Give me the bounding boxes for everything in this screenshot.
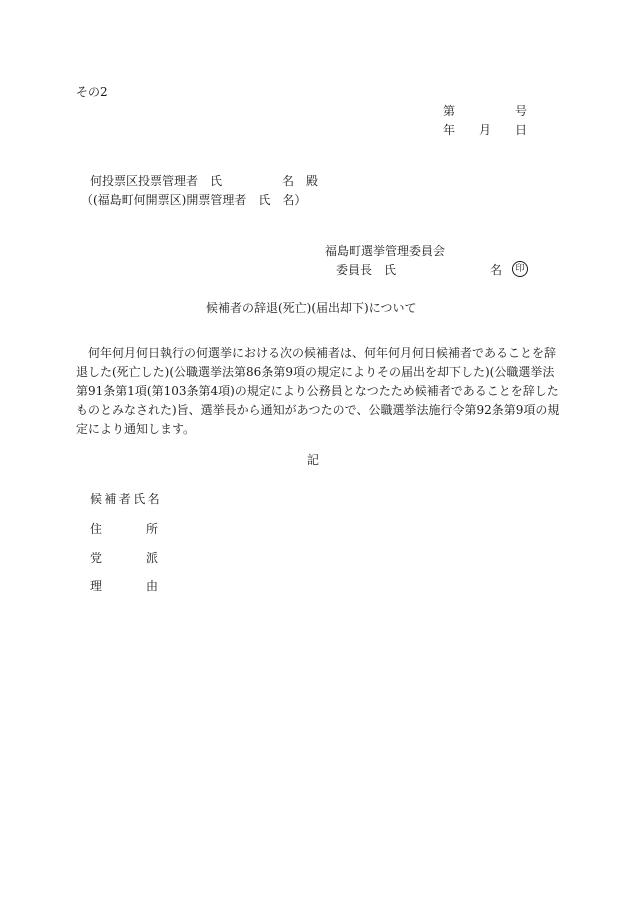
sender-title: 委員長 氏: [336, 263, 397, 277]
party-label-part: 党: [90, 551, 103, 565]
document-number-suffix: 号: [515, 104, 528, 118]
document-number-prefix: 第: [443, 104, 456, 118]
document-title: 候補者の辞退(死亡)(届出却下)について: [206, 301, 417, 315]
date-month-label: 月: [479, 123, 492, 137]
addressee-line: 何投票区投票管理者 氏 名 殿: [90, 174, 319, 188]
reason-label-part: 由: [146, 579, 159, 593]
body-line: 何年何月何日執行の何選挙における次の候補者は、何年何月何日候補者であることを辞: [88, 346, 557, 360]
body-line: ものとみなされた)旨、選挙長から通知があつたので、公職選挙法施行令第92条第9項の規: [76, 403, 560, 417]
body-line: 定により通知します。: [76, 422, 196, 436]
body-line: 第91条第1項(第103条第4項)の規定により公務員となつたため候補者であることを辞した: [76, 384, 559, 398]
body-paragraph: [76, 344, 611, 439]
body-line: 退した(死亡した)(公職選挙法第86条第9項の規定によりその届出を却下した)(公職選挙法: [76, 365, 555, 379]
reason-label-part: 理: [90, 579, 103, 593]
record-heading: 記: [307, 453, 320, 467]
party-label-part: 派: [146, 551, 159, 565]
candidate-name-label: 候補者氏名: [90, 492, 163, 506]
sender-organization: 福島町選挙管理委員会: [325, 244, 446, 258]
date-day-label: 日: [515, 123, 528, 137]
address-label-part: 所: [146, 522, 159, 536]
addressee-alternate-line: （(福島町何開票区)開票管理者 氏 名）: [81, 193, 307, 207]
address-label-part: 住: [90, 522, 103, 536]
seal-icon: 印: [512, 261, 528, 277]
sender-name-label: 名: [490, 263, 503, 277]
form-number: その2: [76, 85, 108, 99]
date-year-label: 年: [443, 123, 456, 137]
